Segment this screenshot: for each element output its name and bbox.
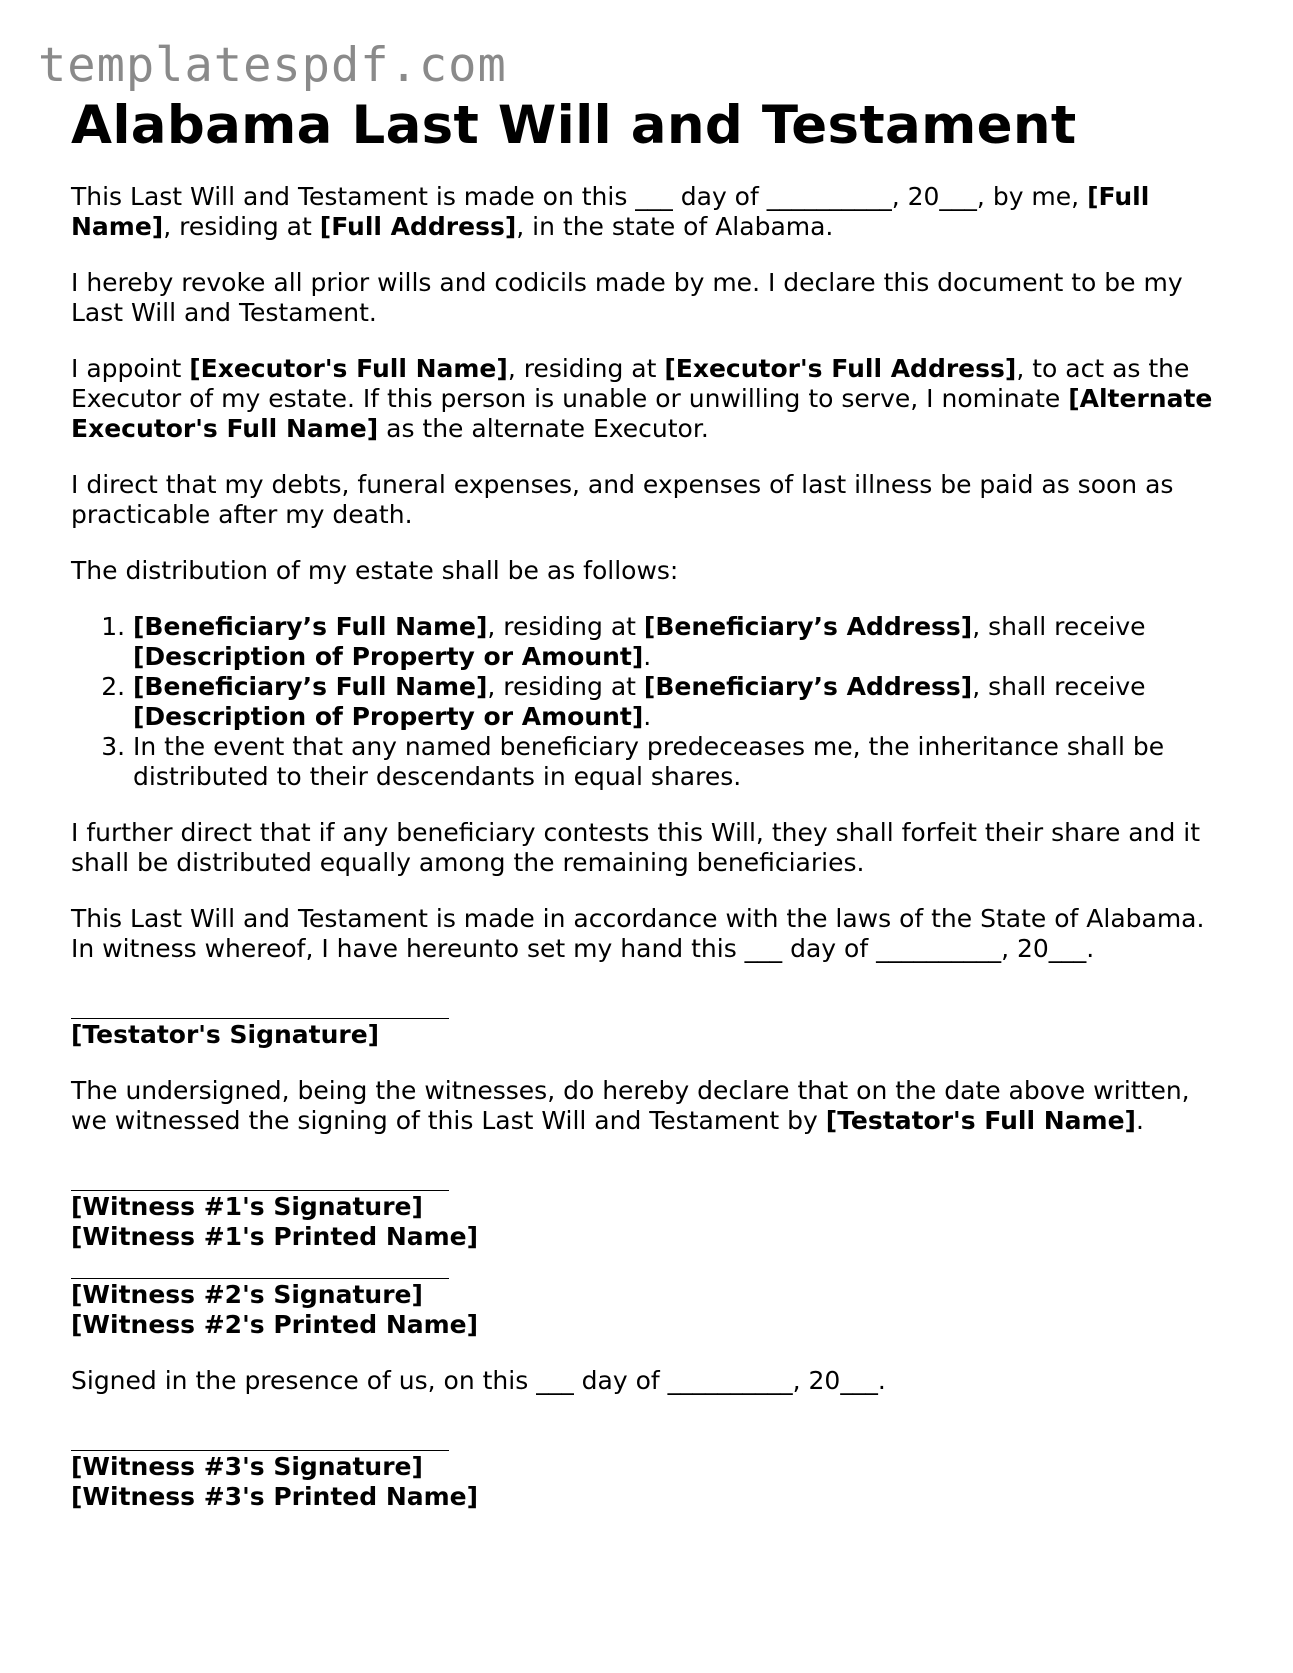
list-item <box>133 672 1231 732</box>
distribution-intro: The distribution of my estate shall be as follows: <box>71 555 679 585</box>
testator-name-placeholder: [Testator's Full Name] <box>825 1105 1136 1135</box>
executor-text-2: , residing at <box>507 353 665 383</box>
witness-1-signature-label: [Witness #1's Signature] <box>71 1191 423 1221</box>
declaration-text-2: . <box>1135 1105 1144 1135</box>
property-description-placeholder: [Description of Property or Amount] <box>133 641 644 671</box>
witness-1-signature-block <box>71 1190 1231 1252</box>
list-text: . <box>643 641 652 671</box>
distribution-list <box>71 612 1231 792</box>
executor-paragraph <box>71 354 1231 444</box>
list-item: 3. In the event that any named beneficiary predeceases me, the inheritance shall be distributed to their descendants in equal shares. <box>133 732 1231 792</box>
intro-text-1: This Last Will and Testament is made on this ___ day of __________, 20___, by me, <box>71 181 1088 211</box>
signature-line <box>71 1190 449 1191</box>
presence-paragraph: Signed in the presence of us, on this ___ day of __________, 20___. <box>71 1365 886 1395</box>
beneficiary-name-placeholder: [Beneficiary’s Full Name] <box>133 671 488 701</box>
list-text: , residing at <box>487 671 644 701</box>
executor-text-4: as the alternate Executor. <box>378 413 709 443</box>
executor-text-3: , to act as the Executor of my estate. If this person is unable or unwilling to serve, I nominate <box>71 353 1190 413</box>
full-name-placeholder: [Full Name] <box>71 181 1150 241</box>
full-address-placeholder: [Full Address] <box>319 211 517 241</box>
list-item <box>133 612 1231 672</box>
witness-2-signature-label: [Witness #2's Signature] <box>71 1279 423 1309</box>
witness-3-signature-label: [Witness #3's Signature] <box>71 1451 423 1481</box>
executor-name-placeholder: [Executor's Full Name] <box>189 353 508 383</box>
list-text: , shall receive <box>972 611 1146 641</box>
beneficiary-name-placeholder: [Beneficiary’s Full Name] <box>133 611 488 641</box>
witness-3-printed-name-label: [Witness #3's Printed Name] <box>71 1481 479 1511</box>
signature-line <box>71 1278 449 1279</box>
list-text: , shall receive <box>972 671 1146 701</box>
witness-3-signature-block <box>71 1450 1231 1512</box>
intro-paragraph <box>71 182 1231 242</box>
signature-line <box>71 1018 449 1019</box>
beneficiary-address-placeholder: [Beneficiary’s Address] <box>643 671 973 701</box>
executor-text-1: I appoint <box>71 353 190 383</box>
testator-signature-label: [Testator's Signature] <box>71 1019 380 1049</box>
debts-paragraph: I direct that my debts, funeral expenses, and expenses of last illness be paid as soon as practicable after my death. <box>71 469 1174 529</box>
intro-text-3: , in the state of Alabama. <box>516 211 834 241</box>
document-page <box>71 94 1231 1512</box>
witness-2-printed-name-label: [Witness #2's Printed Name] <box>71 1309 479 1339</box>
revocation-paragraph: I hereby revoke all prior wills and codicils made by me. I declare this document to be my Last Will and Testament. <box>71 267 1183 327</box>
list-text: , residing at <box>487 611 644 641</box>
alternate-executor-placeholder: [Alternate Executor's Full Name] <box>71 383 1213 443</box>
testator-signature-block <box>71 1018 1231 1050</box>
witness-declaration <box>71 1076 1231 1136</box>
property-description-placeholder: [Description of Property or Amount] <box>133 701 644 731</box>
intro-text-2: , residing at <box>163 211 320 241</box>
executor-address-placeholder: [Executor's Full Address] <box>664 353 1017 383</box>
list-text: . <box>643 701 652 731</box>
document-title: Alabama Last Will and Testament <box>71 95 1077 156</box>
accordance-paragraph: This Last Will and Testament is made in accordance with the laws of the State of Alabama. In witness whereof, I have hereunto set my hand this ___ day of __________, 20___. <box>71 903 1205 963</box>
witness-1-printed-name-label: [Witness #1's Printed Name] <box>71 1221 479 1251</box>
watermark: templatespdf.com <box>38 38 507 93</box>
witness-2-signature-block <box>71 1278 1231 1340</box>
declaration-text-1: The undersigned, being the witnesses, do hereby declare that on the date above written, we witnessed the signing of this Last Will and Testament by <box>71 1075 1190 1135</box>
beneficiary-address-placeholder: [Beneficiary’s Address] <box>643 611 973 641</box>
signature-line <box>71 1450 449 1451</box>
contest-paragraph: I further direct that if any beneficiary contests this Will, they shall forfeit their share and it shall be distributed equally among the remaining beneficiaries. <box>71 817 1201 877</box>
